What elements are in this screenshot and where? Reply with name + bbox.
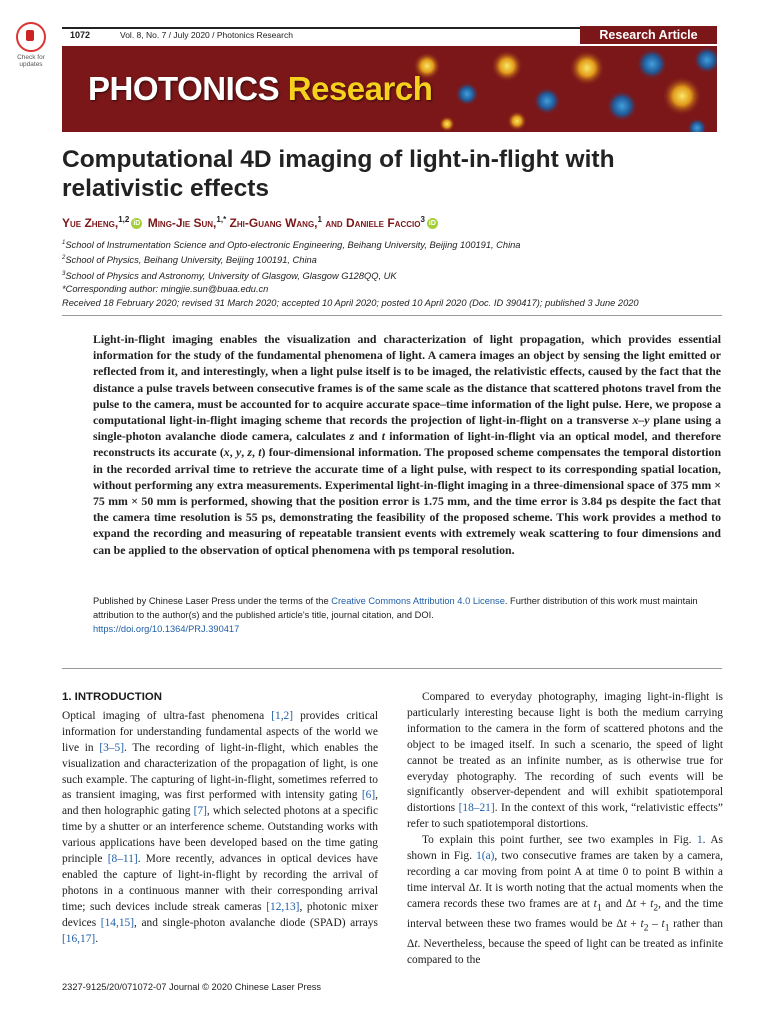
affiliation-item: $^1$School of Instrumentation Science and Opto-electronic Engineering, Beihang University, Beijing 100191, China [62, 240, 521, 251]
banner-pattern [387, 46, 717, 132]
corresponding-author: *Corresponding author: mingjie.sun@buaa.edu.cn [62, 284, 269, 295]
article-type-badge: Research Article [580, 26, 717, 44]
abstract: Light-in-flight imaging enables the visualization and characterization of light propagation, which provides essential information for the study of the fundamental phenomena of light. A camera images an object by sensing the light emitted or reflected from it, and interestingly, when a light pulse itself is to be imaged, the relativistic effects, caused by the fact that the distance a pulse travels between consecutive frames is of the same scale as the distance that scattered photons travel from the pulse to the camera, must be accounted for to acquire accurate space–time information of the light pulse. Here, we propose a computational light-in-flight imaging scheme that records the projection of light-in-flight on a transverse x–y plane using a single-photon avalanche diode camera, calculates z and t information of light-in-flight via an optical model, and therefore reconstructs its accurate (x, y, z, t) four-dimensional information. The proposed scheme compensates the temporal distortion in the recorded arrival time to retrieve the accurate time of a light pulse, with respect to its corresponding spatial location, without performing any extra measurements. Experimental light-in-flight imaging in a three-dimensional space of 375 mm × 75 mm × 50 mm is performed, showing that the position error is 1.75 mm, and the time error is 3.84 ps despite the fact that the camera time resolution is 55 ps, demonstrating the feasibility of the proposed scheme. This work provides a method to expand the recording and measuring of repeatable transient events with extremely weak scattering to four dimensions and can be applied to the observation of optical phenomena with ps temporal resolution. [93, 332, 722, 557]
body-column-right [407, 690, 723, 969]
author-name: and Daniele Faccio [325, 216, 421, 230]
license-statement: Published by Chinese Laser Press under the terms of the Creative Commons Attribution 4.0 License. Further distribution of this work must maintain attribution to the author(s) and the published article's title, journal citation, and DOI. https://doi.org/10.1364/PRJ.390417 [93, 596, 698, 634]
divider [62, 668, 722, 669]
check-updates-label: Check for updates [17, 54, 45, 68]
body-paragraph: Compared to everyday photography, imaging light-in-flight is particularly interesting because light is both the medium carrying information to the camera in the form of scattered photons and the object to be imaged itself. In such a scenario, the speed of light cannot be treated as an infinite number, as is otherwise true for everyday photography. The recording of such events will be significantly observer-dependent and will exhibit spatiotemporal distortions [18–21]. In the context of this work, “relativistic effects” refer to such spatiotemporal distortions. [407, 691, 723, 831]
page-number: 1072 [70, 30, 91, 40]
orcid-icon[interactable]: iD [133, 220, 141, 228]
affiliations [62, 237, 520, 296]
section-heading: 1. INTRODUCTION [62, 691, 162, 703]
author-name: Yue Zheng, [62, 216, 119, 230]
author-name: Zhi-Guang Wang, [229, 216, 318, 230]
body-paragraph: To explain this point further, see two examples in Fig. 1. As shown in Fig. 1(a), two consecutive frames are taken by a camera, recording a car moving from point A at time 0 to point B within a time interval Δt. It is worth noting that the actual moments when the camera records these two frames are at $t_1$ and $\Delta t + t_2$, and the time interval between these two frames would be $\Delta t + t_2 - t_1$ rather than Δt. Nevertheless, because the speed of light can be treated as infinite compared to the [407, 834, 724, 967]
check-for-updates-badge[interactable] [10, 22, 52, 70]
author-list: Yue Zheng,$^{1,2}$ iD Ming-Jie Sun,$^{1,*}$ Zhi-Guang Wang,$^1$ and Daniele Faccio$^3$ iD [62, 215, 436, 230]
footer-copyright: 2327-9125/20/071072-07 Journal © 2020 Chinese Laser Press [62, 982, 322, 992]
divider [62, 315, 722, 316]
publication-history: Received 18 February 2020; revised 31 March 2020; accepted 10 April 2020; posted 10 April 2020 (Doc. ID 390417); published 3 June 2020 [62, 298, 639, 308]
doi-link[interactable]: https://doi.org/10.1364/PRJ.390417 [93, 624, 240, 634]
body-column-left [62, 690, 378, 948]
paper-title: Computational 4D imaging of light-in-flight with relativistic effects [62, 146, 615, 202]
affiliation-item: $^3$School of Physics and Astronomy, University of Glasgow, Glasgow G128QQ, UK [62, 270, 397, 281]
journal-citation: Vol. 8, No. 7 / July 2020 / Photonics Research [120, 30, 293, 40]
body-paragraph: Optical imaging of ultra-fast phenomena [1,2] provides critical information for understanding fundamental aspects of the world we live in [3–5]. The recording of light-in-flight, which enables the visualization and characterization of the propagation of light, is one such example. The capturing of light-in-flight, sometimes referred to as transient imaging, was first performed with intensity gating [6], and then holographic gating [7], which selected photons at a specific time by a shutter or an interference scheme. Outstanding works with various applications have been developed based on the time gating principle [8–11]. More recently, advances in optical devices have enabled the capture of light-in-flight by recording the arrival of photons in a continuous manner with their corresponding arrival time; such devices include streak cameras [12,13], photonic mixer devices [14,15], and single-photon avalanche diode (SPAD) arrays [16,17]. [62, 709, 379, 945]
journal-banner [62, 46, 717, 132]
check-updates-icon [16, 22, 46, 52]
orcid-icon[interactable]: iD [428, 220, 436, 228]
author-name: Ming-Jie Sun, [147, 216, 217, 230]
journal-logo: PHOTONICS Research [88, 70, 433, 107]
license-link[interactable]: Creative Commons Attribution 4.0 License [331, 596, 505, 606]
affiliation-item: $^2$School of Physics, Beihang University, Beijing 100191, China [62, 255, 317, 266]
